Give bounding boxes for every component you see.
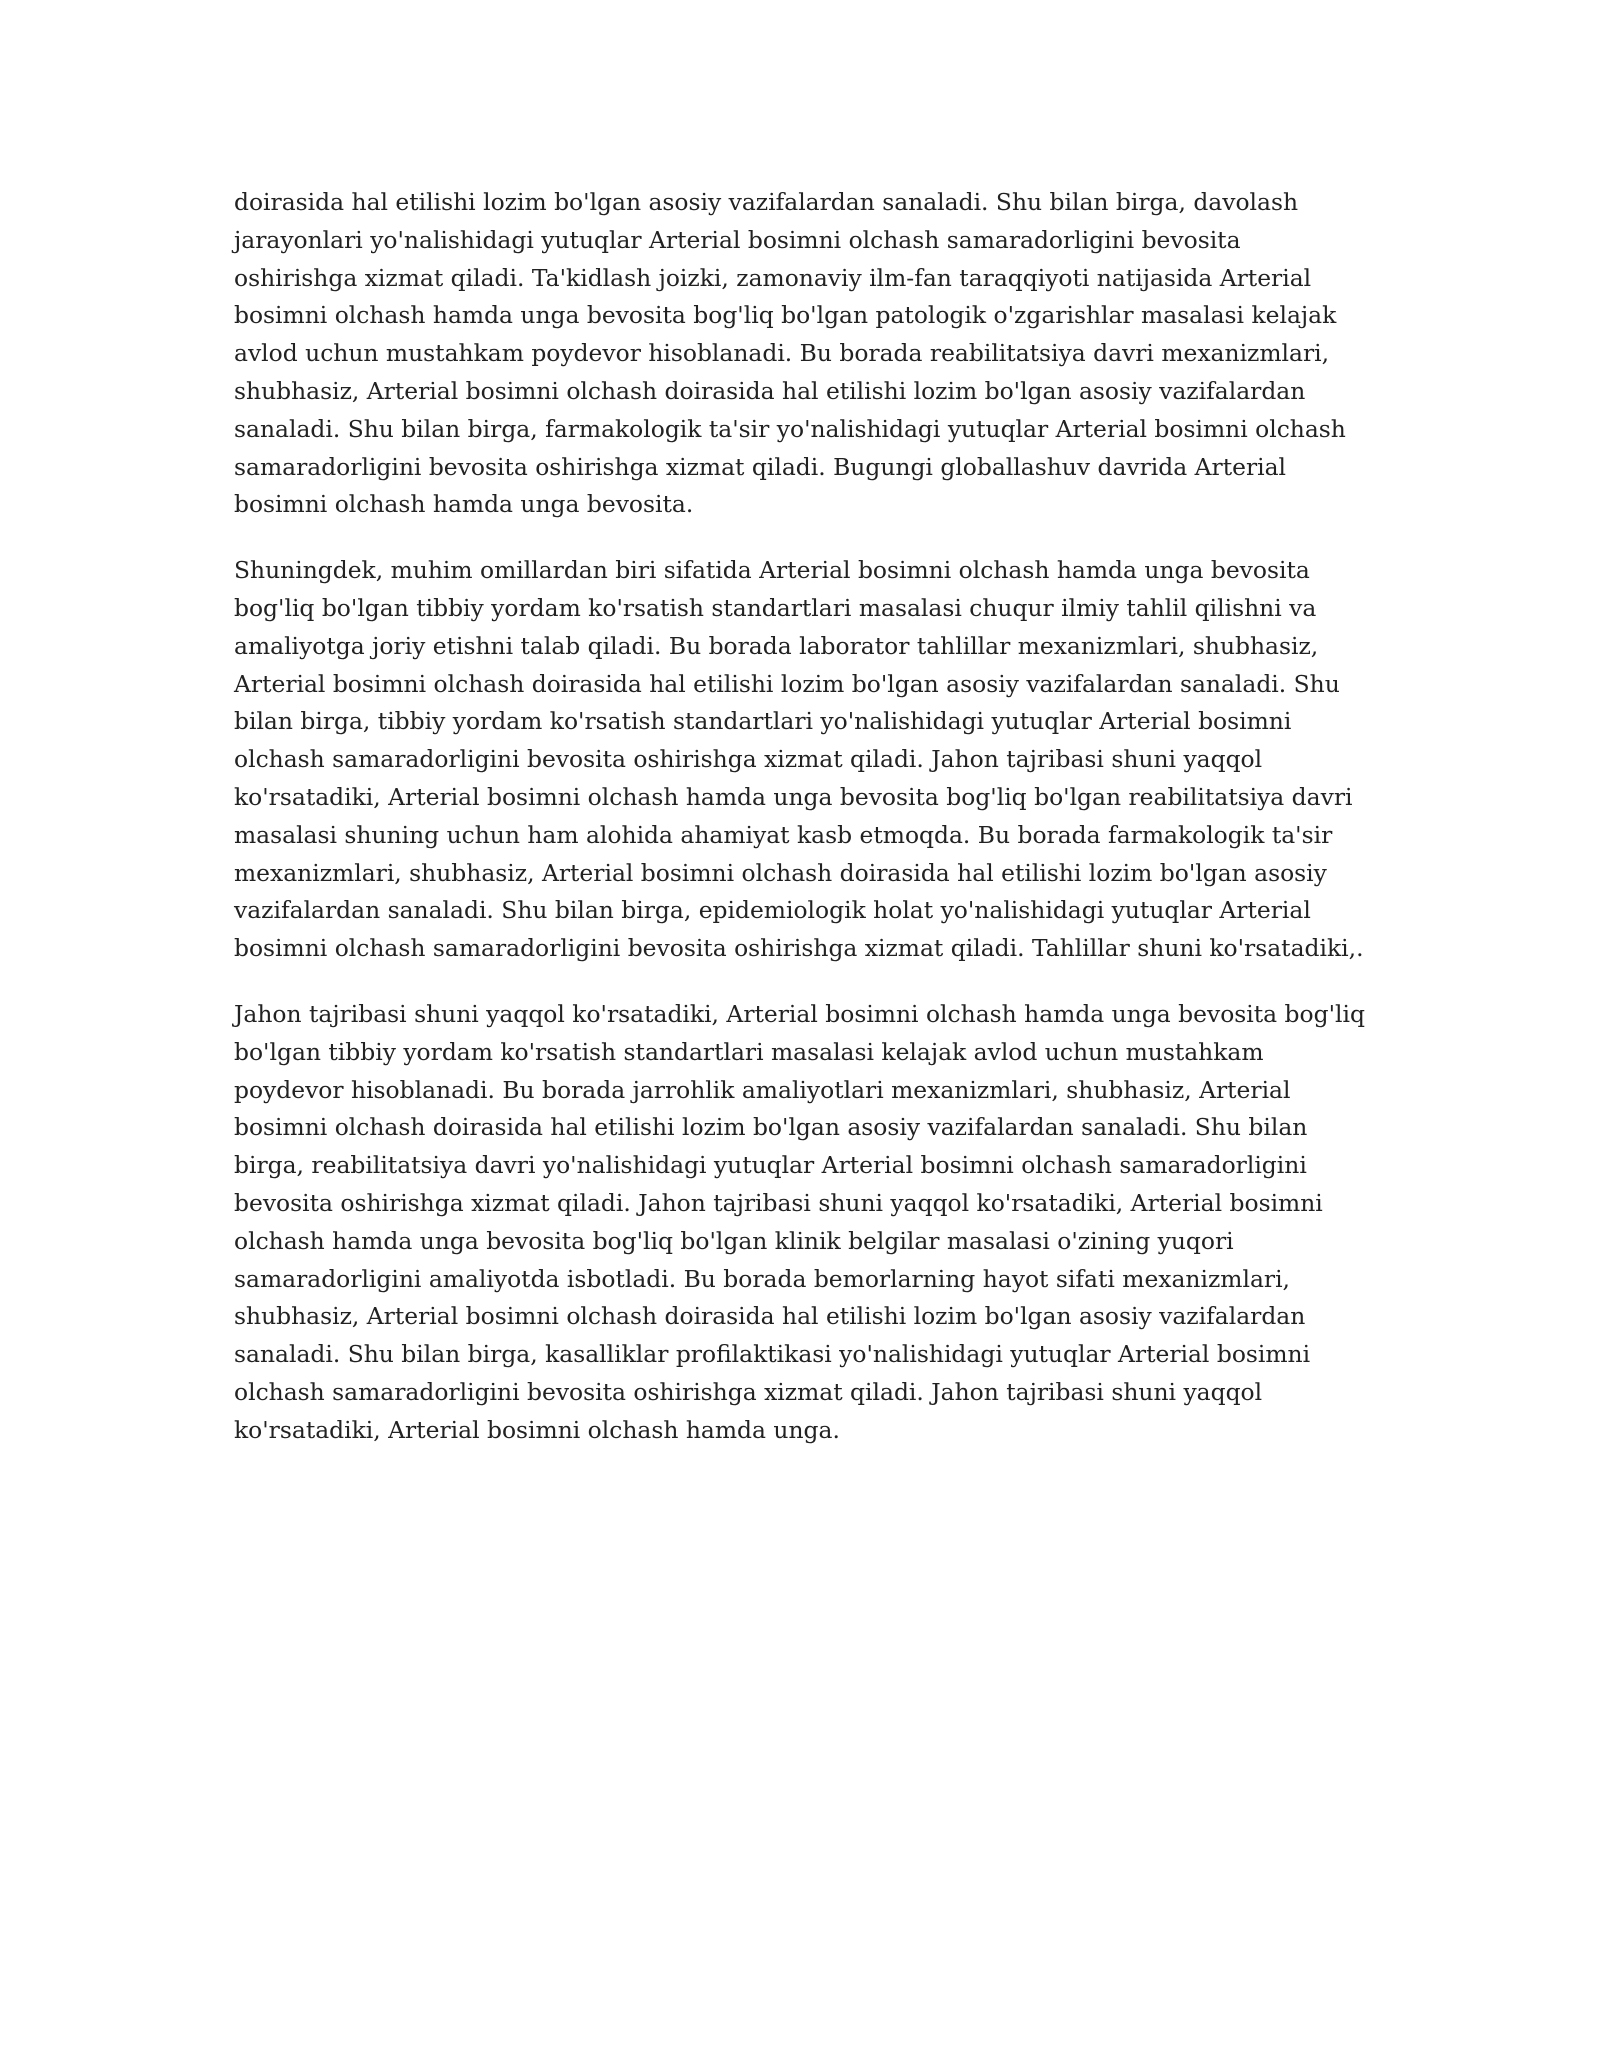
text-line: masalasi shuning uchun ham alohida ahamiyat kasb etmoqda. Bu borada farmakologik ta'sir [234, 820, 1333, 849]
text-line: oshirishga xizmat qiladi. Ta'kidlash joizki, zamonaviy ilm-fan taraqqiyoti natijasida Arterial [234, 263, 1312, 292]
text-line: bosimni olchash hamda unga bevosita bog'liq bo'lgan patologik o'zgarishlar masalasi kelajak [234, 301, 1337, 330]
text-line: sanaladi. Shu bilan birga, farmakologik ta'sir yo'nalishidagi yutuqlar Arterial bosimni olchash [234, 414, 1346, 443]
text-line: jarayonlari yo'nalishidagi yutuqlar Arterial bosimni olchash samaradorligini bevosita [234, 225, 1241, 254]
text-line: bevosita oshirishga xizmat qiladi. Jahon tajribasi shuni yaqqol ko'rsatadiki, Arterial bosimni [234, 1188, 1323, 1217]
text-line: amaliyotga joriy etishni talab qiladi. Bu borada laborator tahlillar mexanizmlari, shubhasiz, [234, 631, 1319, 660]
text-line: sanaladi. Shu bilan birga, kasalliklar profilaktikasi yo'nalishidagi yutuqlar Arterial bosimni [234, 1340, 1311, 1369]
text-line: ko'rsatadiki, Arterial bosimni olchash hamda unga bevosita bog'liq bo'lgan reabilitatsiya davri [234, 782, 1353, 811]
text-line: bog'liq bo'lgan tibbiy yordam ko'rsatish standartlari masalasi chuqur ilmiy tahlil qilishni va [234, 593, 1317, 622]
paragraph-1 [234, 184, 1359, 524]
text-line: poydevor hisoblanadi. Bu borada jarrohlik amaliyotlari mexanizmlari, shubhasiz, Arterial [234, 1075, 1291, 1104]
text-line: mexanizmlari, shubhasiz, Arterial bosimni olchash doirasida hal etilishi lozim bo'lgan asosiy [234, 858, 1327, 887]
text-line: bosimni olchash samaradorligini bevosita oshirishga xizmat qiladi. Tahlillar shuni ko'rsatadiki,. [234, 934, 1364, 963]
text-line: Shuningdek, muhim omillardan biri sifatida Arterial bosimni olchash hamda unga bevosita [234, 556, 1310, 585]
text-line: doirasida hal etilishi lozim bo'lgan asosiy vazifalardan sanaladi. Shu bilan birga, davolash [234, 188, 1299, 216]
text-line: bilan birga, tibbiy yordam ko'rsatish standartlari yo'nalishidagi yutuqlar Arterial bosimni [234, 707, 1292, 736]
text-line: samaradorligini bevosita oshirishga xizmat qiladi. Bugungi globallashuv davrida Arterial [234, 452, 1287, 481]
text-line: bosimni olchash hamda unga bevosita. [234, 490, 694, 519]
paragraph-2 [234, 552, 1364, 968]
text-line: olchash samaradorligini bevosita oshirishga xizmat qiladi. Jahon tajribasi shuni yaqqol [234, 745, 1263, 774]
text-line: birga, reabilitatsiya davri yo'nalishidagi yutuqlar Arterial bosimni olchash samaradorligini [234, 1151, 1307, 1180]
text-line: samaradorligini amaliyotda isbotladi. Bu borada bemorlarning hayot sifati mexanizmlari, [234, 1264, 1290, 1293]
text-line: bosimni olchash doirasida hal etilishi lozim bo'lgan asosiy vazifalardan sanaladi. Shu bilan [234, 1113, 1308, 1142]
text-line: shubhasiz, Arterial bosimni olchash doirasida hal etilishi lozim bo'lgan asosiy vazifalardan [234, 1302, 1306, 1331]
paragraph-3 [234, 996, 1365, 1450]
text-line: ko'rsatadiki, Arterial bosimni olchash hamda unga. [234, 1415, 840, 1444]
text-line: olchash samaradorligini bevosita oshirishga xizmat qiladi. Jahon tajribasi shuni yaqqol [234, 1377, 1263, 1406]
text-line: bo'lgan tibbiy yordam ko'rsatish standartlari masalasi kelajak avlod uchun mustahkam [234, 1037, 1264, 1066]
text-line: Jahon tajribasi shuni yaqqol ko'rsatadiki, Arterial bosimni olchash hamda unga bevosita bog'liq [234, 999, 1365, 1028]
text-line: vazifalardan sanaladi. Shu bilan birga, epidemiologik holat yo'nalishidagi yutuqlar Arterial [234, 896, 1311, 925]
document-body [234, 184, 1365, 1478]
text-line: Arterial bosimni olchash doirasida hal etilishi lozim bo'lgan asosiy vazifalardan sanaladi. Shu [234, 669, 1340, 698]
text-line: shubhasiz, Arterial bosimni olchash doirasida hal etilishi lozim bo'lgan asosiy vazifalardan [234, 376, 1306, 405]
text-line: olchash hamda unga bevosita bog'liq bo'lgan klinik belgilar masalasi o'zining yuqori [234, 1226, 1234, 1255]
text-line: avlod uchun mustahkam poydevor hisoblanadi. Bu borada reabilitatsiya davri mexanizmlari, [234, 339, 1330, 368]
